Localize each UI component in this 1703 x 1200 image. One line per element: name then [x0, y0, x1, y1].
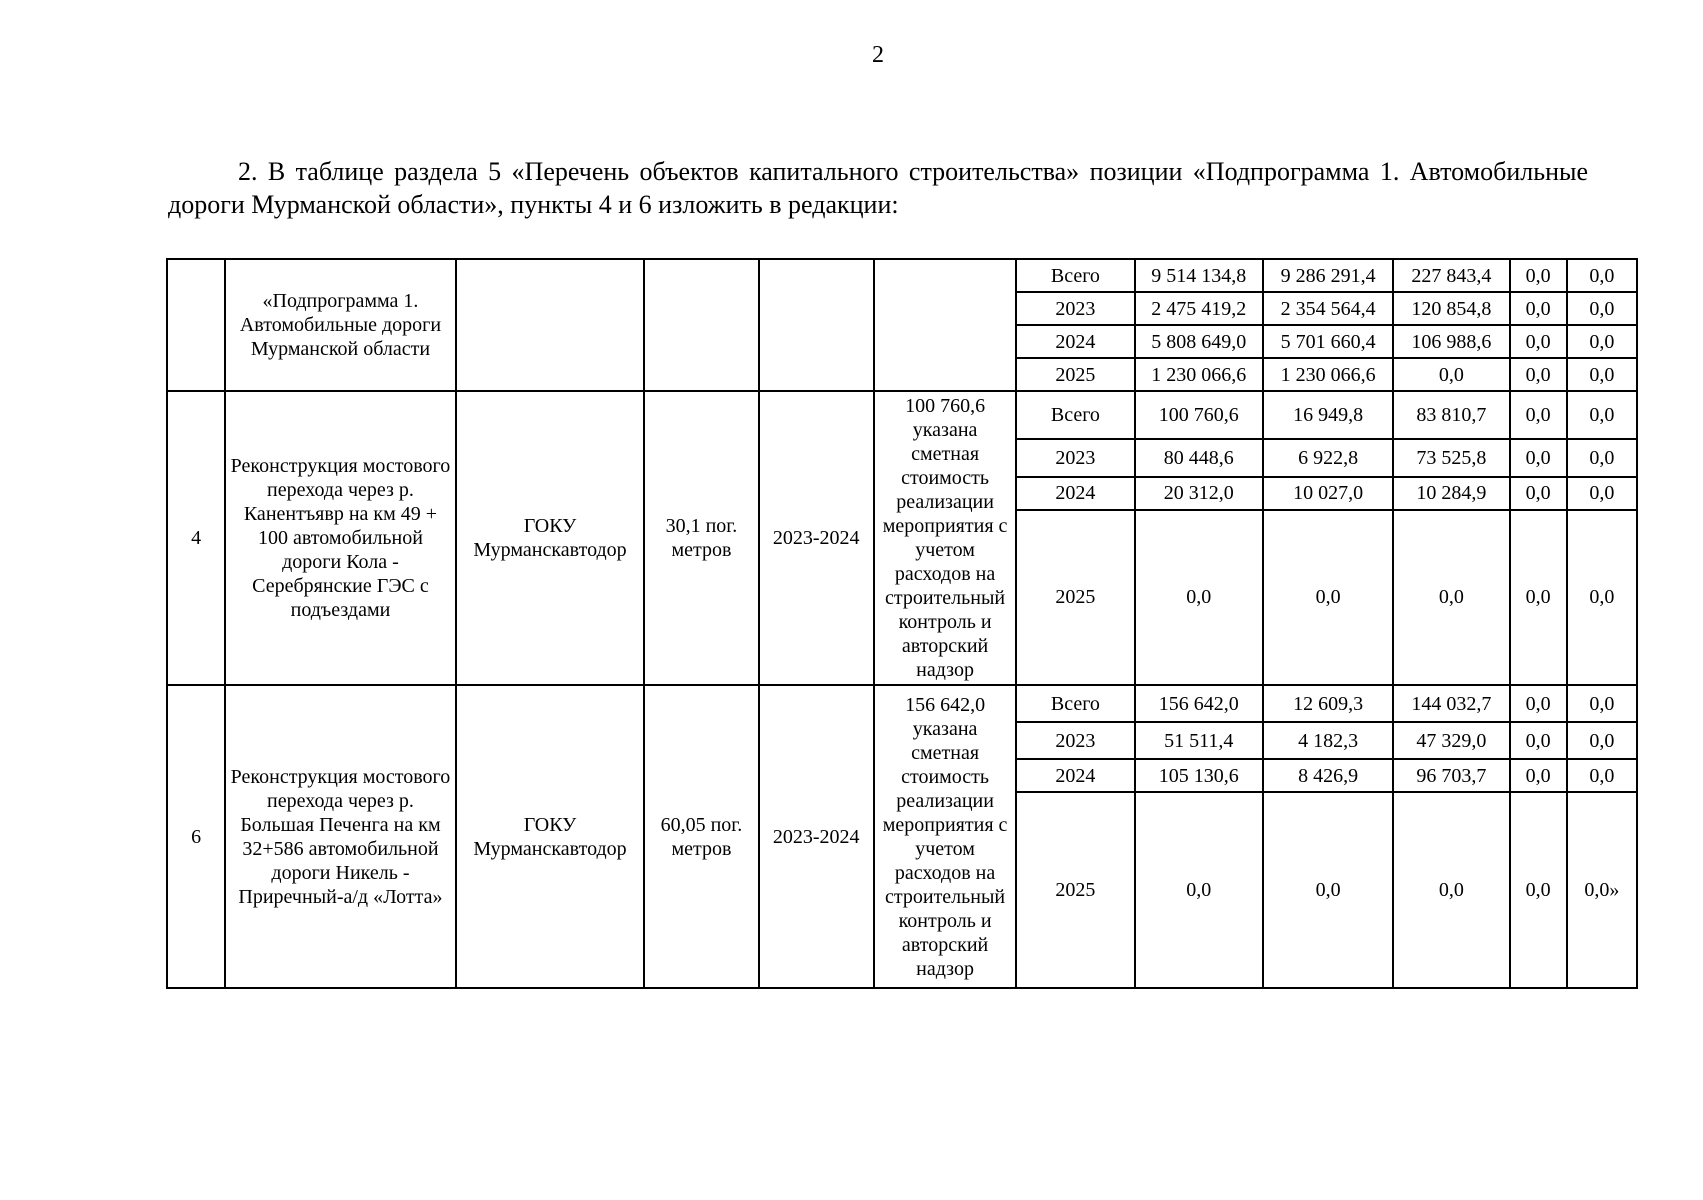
- year-cell: Всего: [1016, 259, 1134, 292]
- year-cell: 2025: [1016, 510, 1134, 685]
- local-cell: 0,0: [1510, 391, 1567, 439]
- local-cell: 0,0: [1510, 439, 1567, 476]
- federal-cell: 10 284,9: [1393, 477, 1509, 510]
- table-row: [167, 259, 1637, 292]
- summary-num-cell: [167, 259, 225, 391]
- local-cell: 0,0: [1510, 722, 1567, 759]
- other-cell: 0,0: [1567, 510, 1637, 685]
- item6-period-cell: 2023-2024: [759, 685, 874, 988]
- total-cell: 9 514 134,8: [1135, 259, 1263, 292]
- page-number: 2: [872, 42, 884, 68]
- table-row: [167, 391, 1637, 439]
- intro-paragraph: 2. В таблице раздела 5 «Перечень объектов капитального строительства» позиции «Подпрограмма 1. Автомобильные дороги Мурманской области», пункты 4 и 6 изложить в редакции:: [168, 157, 1588, 219]
- federal-cell: 0,0: [1393, 510, 1509, 685]
- summary-executor-cell: [456, 259, 645, 391]
- total-cell: 105 130,6: [1135, 759, 1263, 792]
- other-cell: 0,0: [1567, 358, 1637, 391]
- federal-cell: 144 032,7: [1393, 685, 1509, 722]
- local-cell: 0,0: [1510, 510, 1567, 685]
- other-cell: 0,0: [1567, 259, 1637, 292]
- other-cell: 0,0: [1567, 391, 1637, 439]
- summary-power-cell: [644, 259, 758, 391]
- year-cell: 2025: [1016, 358, 1134, 391]
- item4-name-cell: Реконструкция мостового перехода через р. Канентъявр на км 49 + 100 автомобильной дороги Кола - Серебрянские ГЭС с подъездами: [225, 391, 456, 685]
- total-cell: 156 642,0: [1135, 685, 1263, 722]
- regional-cell: 10 027,0: [1263, 477, 1393, 510]
- table-row: [167, 685, 1637, 722]
- local-cell: 0,0: [1510, 792, 1567, 988]
- year-cell: Всего: [1016, 391, 1134, 439]
- federal-cell: 83 810,7: [1393, 391, 1509, 439]
- other-cell: 0,0: [1567, 685, 1637, 722]
- year-cell: 2023: [1016, 439, 1134, 476]
- regional-cell: 6 922,8: [1263, 439, 1393, 476]
- item4-period-cell: 2023-2024: [759, 391, 874, 685]
- federal-cell: 96 703,7: [1393, 759, 1509, 792]
- year-cell: 2023: [1016, 722, 1134, 759]
- regional-cell: 8 426,9: [1263, 759, 1393, 792]
- federal-cell: 120 854,8: [1393, 292, 1509, 325]
- item4-num-cell: 4: [167, 391, 225, 685]
- summary-name-cell: «Подпрограмма 1. Автомобильные дороги Мурманской области: [225, 259, 456, 391]
- item6-power-cell: 60,05 пог. метров: [644, 685, 758, 988]
- item6-name-cell: Реконструкция мостового перехода через р. Большая Печенга на км 32+586 автомобильной дороги Никель - Приречный-а/д «Лотта»: [225, 685, 456, 988]
- total-cell: 20 312,0: [1135, 477, 1263, 510]
- federal-cell: 0,0: [1393, 792, 1509, 988]
- item6-cost-cell: 156 642,0 указана сметная стоимость реализации мероприятия с учетом расходов на строительный контроль и авторский надзор: [874, 685, 1016, 988]
- federal-cell: 73 525,8: [1393, 439, 1509, 476]
- year-cell: 2024: [1016, 325, 1134, 358]
- summary-period-cell: [759, 259, 874, 391]
- regional-cell: 9 286 291,4: [1263, 259, 1393, 292]
- regional-cell: 1 230 066,6: [1263, 358, 1393, 391]
- year-cell: 2025: [1016, 792, 1134, 988]
- item4-power-cell: 30,1 пог. метров: [644, 391, 758, 685]
- total-cell: 80 448,6: [1135, 439, 1263, 476]
- federal-cell: 106 988,6: [1393, 325, 1509, 358]
- total-cell: 1 230 066,6: [1135, 358, 1263, 391]
- other-cell: 0,0: [1567, 439, 1637, 476]
- federal-cell: 0,0: [1393, 358, 1509, 391]
- regional-cell: 0,0: [1263, 510, 1393, 685]
- item4-cost-cell: 100 760,6 указана сметная стоимость реализации мероприятия с учетом расходов на строительный контроль и авторский надзор: [874, 391, 1016, 685]
- regional-cell: 0,0: [1263, 792, 1393, 988]
- total-cell: 0,0: [1135, 510, 1263, 685]
- total-cell: 5 808 649,0: [1135, 325, 1263, 358]
- local-cell: 0,0: [1510, 358, 1567, 391]
- regional-cell: 12 609,3: [1263, 685, 1393, 722]
- other-cell: 0,0: [1567, 292, 1637, 325]
- regional-cell: 16 949,8: [1263, 391, 1393, 439]
- item4-executor-cell: ГОКУ Мурманскавтодор: [456, 391, 645, 685]
- year-cell: 2024: [1016, 477, 1134, 510]
- federal-cell: 47 329,0: [1393, 722, 1509, 759]
- summary-cost-cell: [874, 259, 1016, 391]
- capital-objects-table: [166, 258, 1638, 989]
- other-cell: 0,0: [1567, 477, 1637, 510]
- regional-cell: 5 701 660,4: [1263, 325, 1393, 358]
- local-cell: 0,0: [1510, 685, 1567, 722]
- year-cell: 2023: [1016, 292, 1134, 325]
- item6-num-cell: 6: [167, 685, 225, 988]
- local-cell: 0,0: [1510, 477, 1567, 510]
- year-cell: Всего: [1016, 685, 1134, 722]
- total-cell: 2 475 419,2: [1135, 292, 1263, 325]
- year-cell: 2024: [1016, 759, 1134, 792]
- regional-cell: 2 354 564,4: [1263, 292, 1393, 325]
- regional-cell: 4 182,3: [1263, 722, 1393, 759]
- local-cell: 0,0: [1510, 759, 1567, 792]
- local-cell: 0,0: [1510, 259, 1567, 292]
- total-cell: 0,0: [1135, 792, 1263, 988]
- local-cell: 0,0: [1510, 325, 1567, 358]
- total-cell: 51 511,4: [1135, 722, 1263, 759]
- other-cell: 0,0: [1567, 325, 1637, 358]
- other-cell: 0,0: [1567, 722, 1637, 759]
- other-cell: 0,0: [1567, 759, 1637, 792]
- total-cell: 100 760,6: [1135, 391, 1263, 439]
- federal-cell: 227 843,4: [1393, 259, 1509, 292]
- item6-executor-cell: ГОКУ Мурманскавтодор: [456, 685, 645, 988]
- local-cell: 0,0: [1510, 292, 1567, 325]
- other-cell: 0,0»: [1567, 792, 1637, 988]
